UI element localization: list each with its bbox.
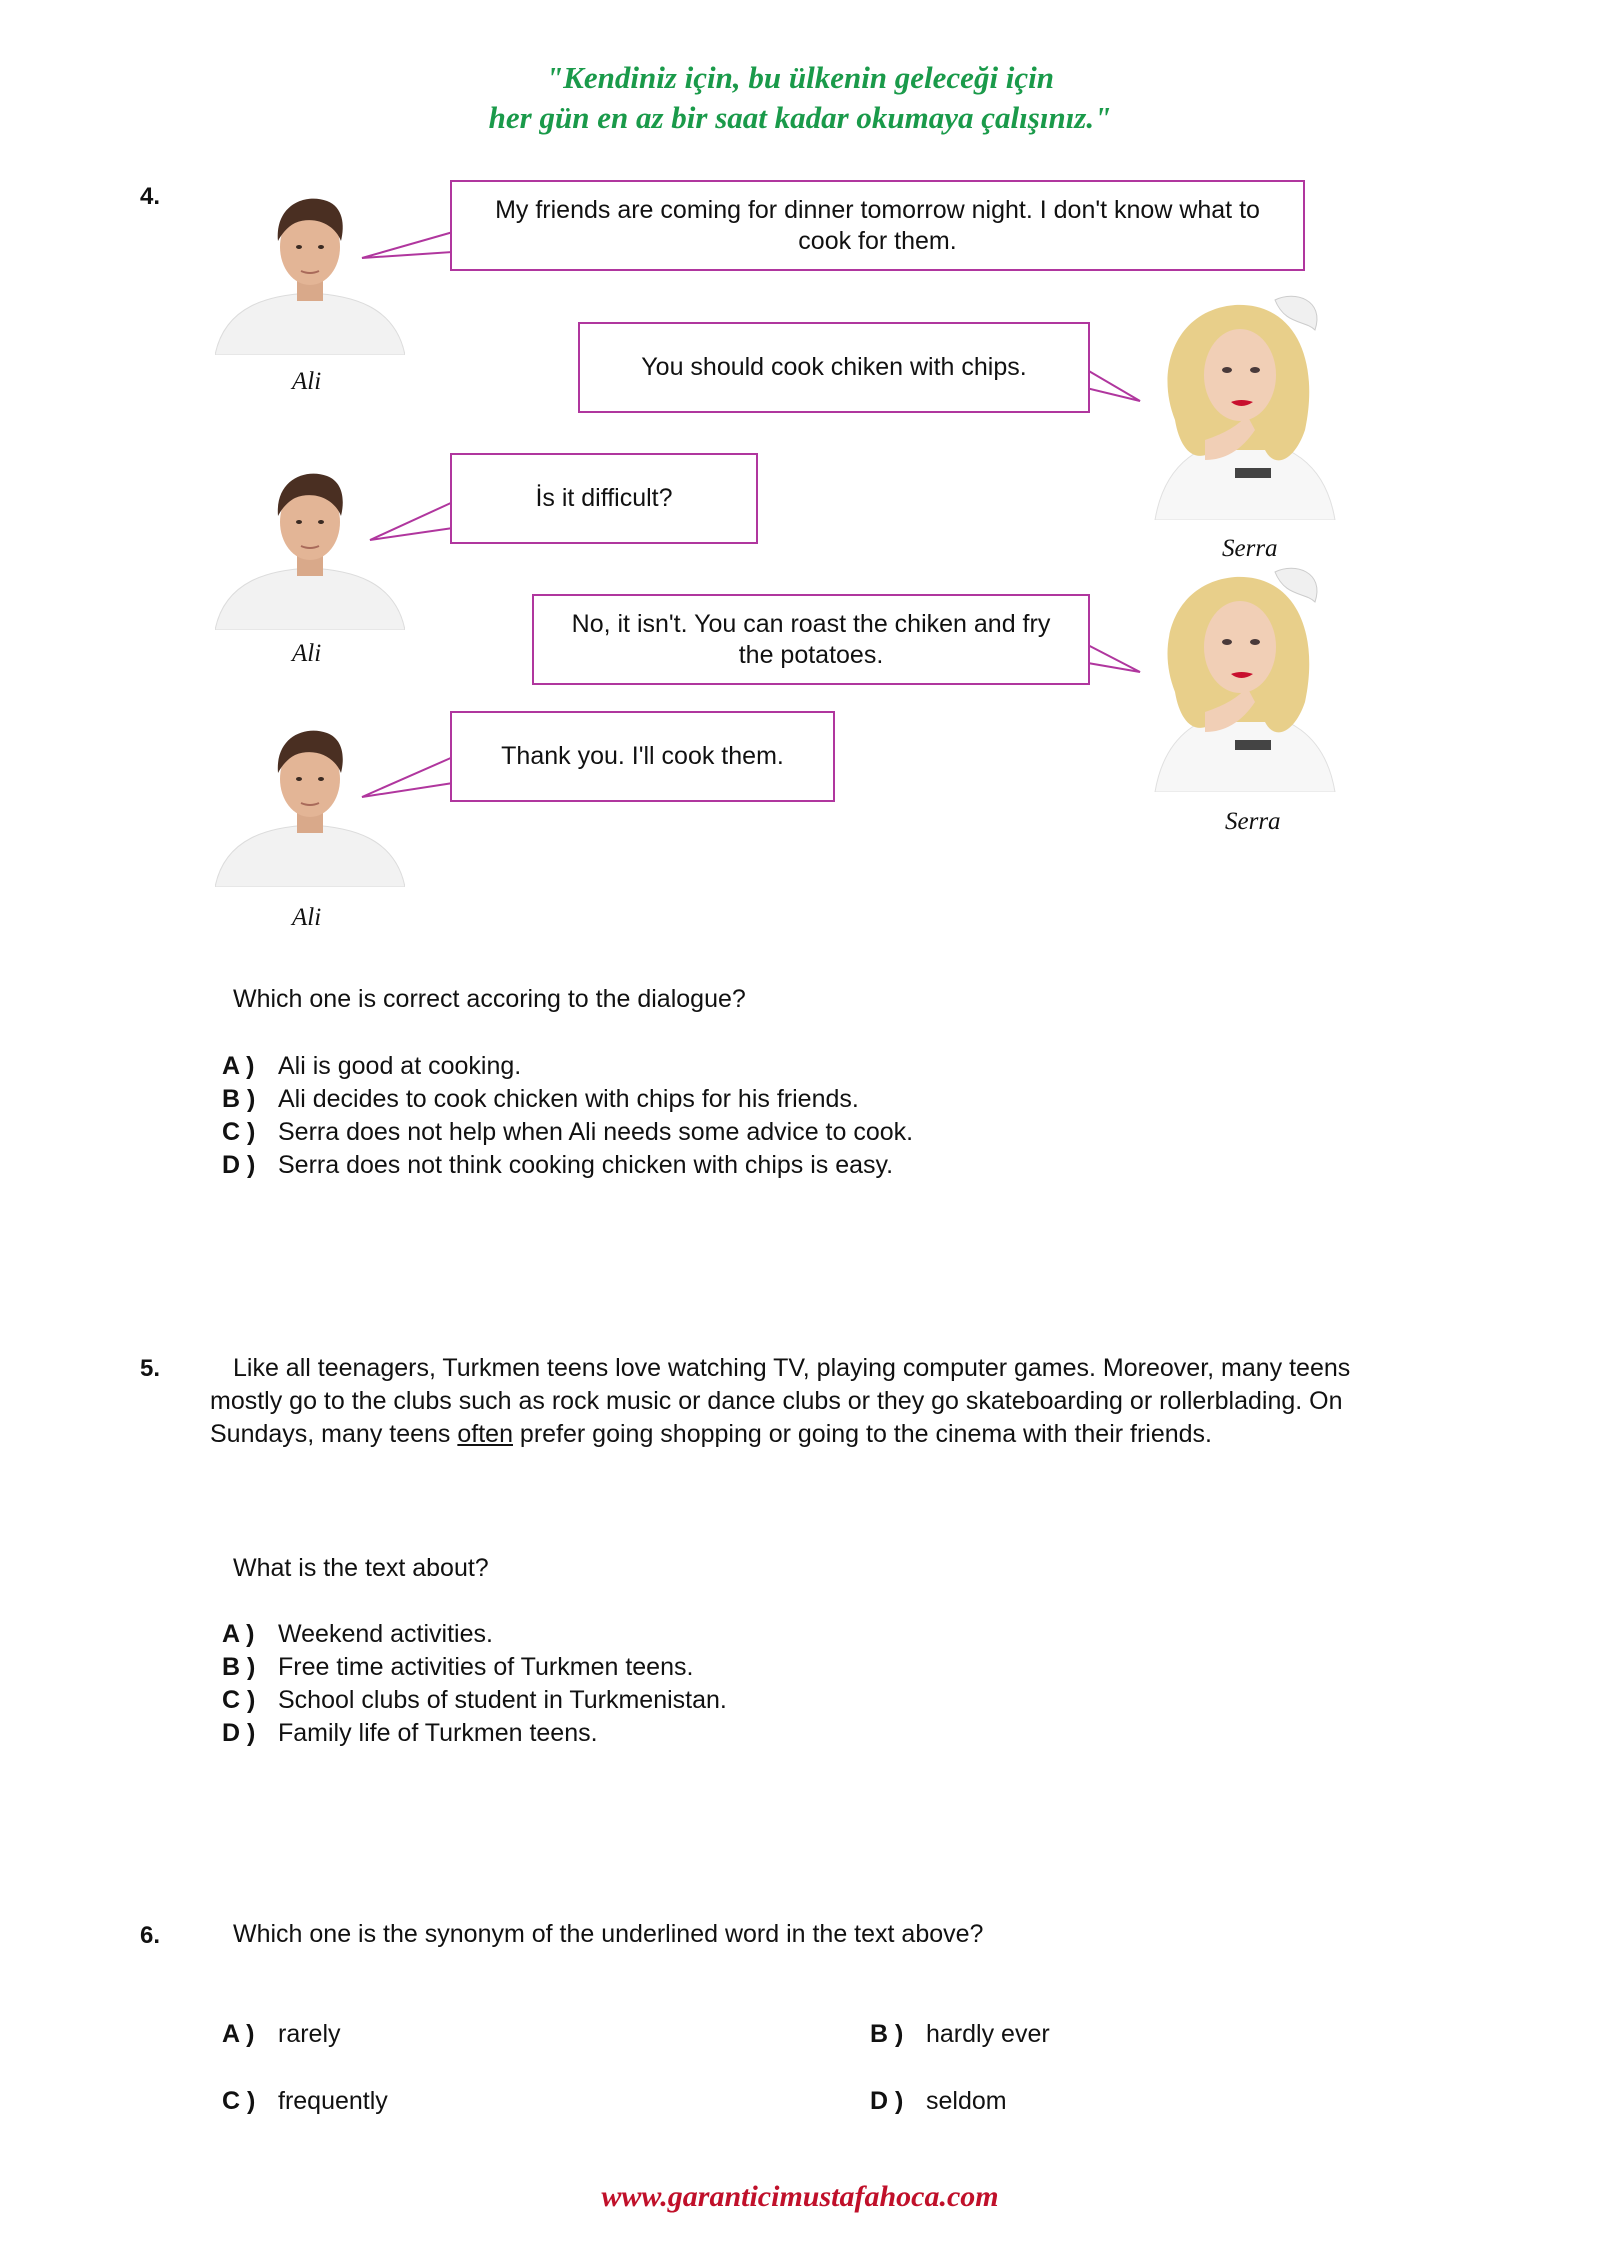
option-letter: A ) xyxy=(222,1052,255,1080)
question-5-prompt: What is the text about? xyxy=(233,1554,489,1582)
question-5-options xyxy=(222,1620,727,1752)
option-letter: C ) xyxy=(222,1118,256,1146)
option-letter: A ) xyxy=(222,2020,255,2048)
option-c[interactable] xyxy=(222,2087,388,2120)
option-c[interactable] xyxy=(222,1118,913,1151)
ali-caption: Ali xyxy=(292,640,322,667)
ali-caption: Ali xyxy=(292,368,322,395)
paragraph-text: prefer going shopping or going to the cinema with their friends. xyxy=(512,1420,1213,1448)
speech-tail xyxy=(1080,640,1180,680)
option-text: Serra does not help when Ali needs some advice to cook. xyxy=(278,1118,914,1146)
speech-bubble-serra-1: You should cook chiken with chips. xyxy=(578,322,1090,413)
option-b[interactable] xyxy=(870,2020,1050,2053)
option-b[interactable] xyxy=(222,1085,913,1118)
question-4-prompt: Which one is correct accoring to the dialogue? xyxy=(233,985,746,1013)
option-letter: D ) xyxy=(870,2087,904,2115)
speech-bubble-ali-2: İs it difficult? xyxy=(450,453,758,544)
option-c[interactable] xyxy=(222,1686,727,1719)
option-letter: A ) xyxy=(222,1620,255,1648)
option-text: Ali decides to cook chicken with chips for his friends. xyxy=(278,1085,859,1113)
option-letter: C ) xyxy=(222,2087,256,2115)
speech-tail xyxy=(360,230,460,270)
option-text: Family life of Turkmen teens. xyxy=(278,1719,598,1747)
header-quote-line2: her gün en az bir saat kadar okumaya çalışınız." xyxy=(488,100,1112,135)
serra-photo xyxy=(1135,290,1345,520)
option-text: rarely xyxy=(278,2020,341,2048)
option-text: School clubs of student in Turkmenistan. xyxy=(278,1686,727,1714)
option-d[interactable] xyxy=(222,1719,727,1752)
question-4-number: 4. xyxy=(140,183,161,210)
question-6-prompt: Which one is the synonym of the underlined word in the text above? xyxy=(233,1920,984,1948)
option-a[interactable] xyxy=(222,2020,341,2053)
option-text: Weekend activities. xyxy=(278,1620,493,1648)
question-5-paragraph xyxy=(210,1352,1390,1451)
speech-tail xyxy=(1080,365,1180,405)
option-text: frequently xyxy=(278,2087,388,2115)
option-text: Free time activities of Turkmen teens. xyxy=(278,1653,694,1681)
option-b[interactable] xyxy=(222,1653,727,1686)
option-text: Ali is good at cooking. xyxy=(278,1052,522,1080)
serra-caption: Serra xyxy=(1225,808,1281,835)
option-letter: B ) xyxy=(222,1653,256,1681)
option-text: hardly ever xyxy=(926,2020,1050,2048)
option-letter: B ) xyxy=(222,1085,256,1113)
option-d[interactable] xyxy=(222,1151,913,1184)
speech-bubble-serra-2: No, it isn't. You can roast the chiken and fry the potatoes. xyxy=(532,594,1090,685)
question-6-number: 6. xyxy=(140,1922,161,1949)
option-letter: C ) xyxy=(222,1686,256,1714)
paragraph-text: Like all teenagers, Turkmen teens love watching TV, playing computer games. Moreover, many teens mostly go to the clubs such as rock music or dance clubs or they go skateboarding or rollerblading. On Sundays, many teens xyxy=(210,1354,1351,1448)
serra-caption: Serra xyxy=(1222,535,1278,562)
option-text: Serra does not think cooking chicken with chips is easy. xyxy=(278,1151,894,1179)
ali-photo xyxy=(215,185,405,355)
option-d[interactable] xyxy=(870,2087,1007,2120)
option-a[interactable] xyxy=(222,1052,913,1085)
footer-url[interactable]: www.garanticimustafahoca.com xyxy=(601,2180,999,2213)
speech-tail xyxy=(360,755,460,805)
option-letter: D ) xyxy=(222,1151,256,1179)
header-quote-line1: "Kendiniz için, bu ülkenin geleceği için xyxy=(545,60,1055,95)
question-5-number: 5. xyxy=(140,1355,161,1382)
speech-bubble-ali-1: My friends are coming for dinner tomorrow night. I don't know what to cook for them. xyxy=(450,180,1305,271)
option-a[interactable] xyxy=(222,1620,727,1653)
question-4-options xyxy=(222,1052,913,1184)
ali-caption: Ali xyxy=(292,904,322,931)
option-text: seldom xyxy=(926,2087,1007,2115)
underlined-word: often xyxy=(457,1420,513,1448)
option-letter: B ) xyxy=(870,2020,904,2048)
option-letter: D ) xyxy=(222,1719,256,1747)
speech-bubble-ali-3: Thank you. I'll cook them. xyxy=(450,711,835,802)
